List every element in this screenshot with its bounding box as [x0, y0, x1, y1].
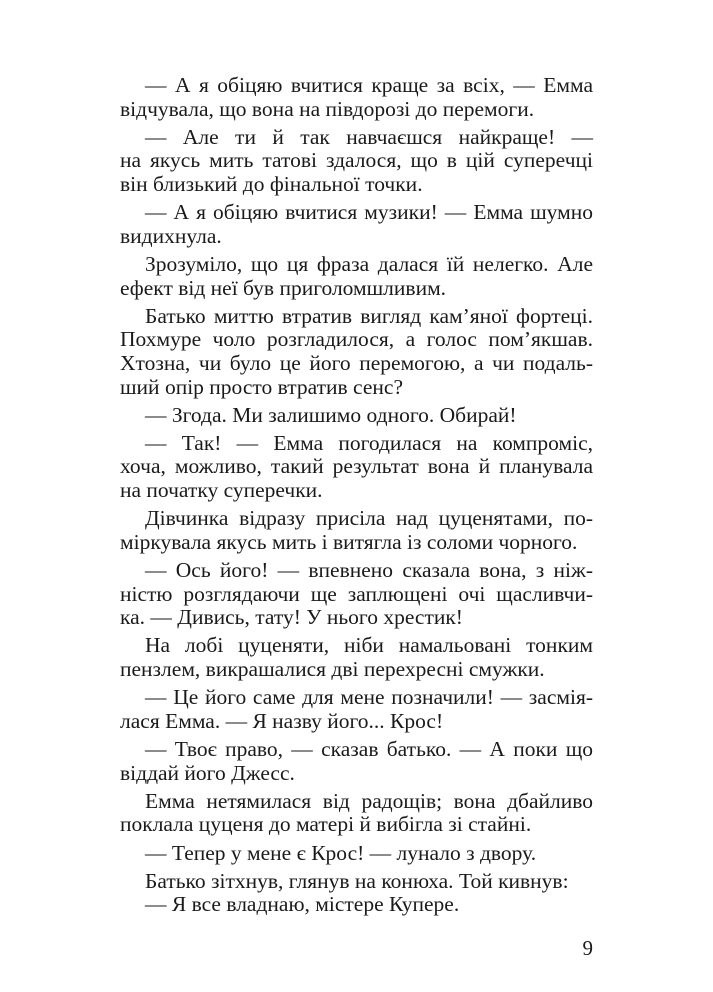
- paragraph: [120, 893, 593, 917]
- text-line: — Але ти й так навчаєшся найкраще! —: [145, 124, 593, 149]
- text-line: — Тепер у мене є Крос! — лунало з двору.: [145, 840, 537, 865]
- text-line: відчувала, що вона на півдорозі до перемоги.: [120, 96, 535, 121]
- text-line: Похмуре чоло розгладилося, а голос пом’якшав.: [120, 327, 593, 352]
- paragraph: [120, 790, 593, 837]
- text-line: Емма нетямилася від радощів; вона дбайливо: [145, 788, 593, 813]
- paragraph: [120, 870, 593, 894]
- text-line: Дівчинка відразу присіла над цуценятами, по-: [145, 506, 593, 531]
- text-line: віддай його Джесс.: [120, 760, 295, 785]
- paragraph: [120, 686, 593, 733]
- text-line: — А я обіцяю вчитися краще за всіх, — Емма: [145, 73, 593, 97]
- text-line: на початку суперечки.: [120, 478, 323, 503]
- text-line: Хтозна, чи було це його перемогою, а чи подаль-: [120, 350, 593, 375]
- paragraph: [120, 74, 593, 121]
- text-line: він близький до фінальної точки.: [120, 171, 423, 196]
- page-body: [120, 74, 593, 917]
- text-line: хоча, можливо, такий результат вона й планувала: [120, 454, 593, 479]
- text-line: видихнула.: [120, 223, 222, 248]
- text-line: На лобі цуценяти, ніби намальовані тонким: [145, 633, 593, 658]
- text-line: — Твоє право, — сказав батько. — А поки що: [145, 736, 593, 761]
- paragraph: [120, 842, 593, 866]
- text-line: ефект від неї був приголомшливим.: [120, 275, 447, 300]
- text-line: ністю розглядаючи ще заплющені очі щасливчи-: [120, 581, 593, 606]
- paragraph: [120, 634, 593, 681]
- paragraph: [120, 507, 593, 554]
- text-line: — Це його саме для мене позначили! — засмія-: [145, 685, 593, 710]
- text-line: — Так! — Емма погодилася на компроміс,: [145, 430, 593, 455]
- paragraph: [120, 201, 593, 248]
- text-line: Зрозуміло, що ця фраза далася їй нелегко. Але: [145, 251, 593, 276]
- paragraph: [120, 404, 593, 428]
- paragraph: [120, 738, 593, 785]
- text-line: міркувала якусь мить і витягла із соломи чорного.: [120, 529, 578, 554]
- text-line: поклала цуценя до матері й вибігла зі стайні.: [120, 812, 532, 837]
- page-number: 9: [582, 936, 593, 960]
- text-line: Батько зітхнув, глянув на конюха. Той кивнув:: [145, 868, 569, 893]
- paragraph: [120, 559, 593, 630]
- paragraph: [120, 432, 593, 503]
- text-line: пензлем, викрашалися дві перехресні смужки.: [120, 657, 545, 681]
- text-line: ший опір просто втратив сенс?: [120, 374, 403, 399]
- text-line: на якусь мить татові здалося, що в цій суперечці: [120, 148, 593, 173]
- text-line: лася Емма. — Я назву його... Крос!: [120, 708, 444, 733]
- paragraph: [120, 253, 593, 300]
- text-line: Батько миттю втратив вигляд кам’яної фортеці.: [145, 303, 593, 328]
- text-line: — А я обіцяю вчитися музики! — Емма шумно: [145, 200, 593, 225]
- paragraph: [120, 126, 593, 197]
- text-line: ка. — Дивись, тату! У нього хрестик!: [120, 605, 463, 630]
- paragraph: [120, 305, 593, 399]
- text-line: — Ось його! — впевнено сказала вона, з ніж-: [145, 558, 593, 583]
- text-line: — Я все владнаю, містере Купере.: [145, 892, 460, 917]
- text-line: — Згода. Ми залишимо одного. Обирай!: [145, 402, 517, 427]
